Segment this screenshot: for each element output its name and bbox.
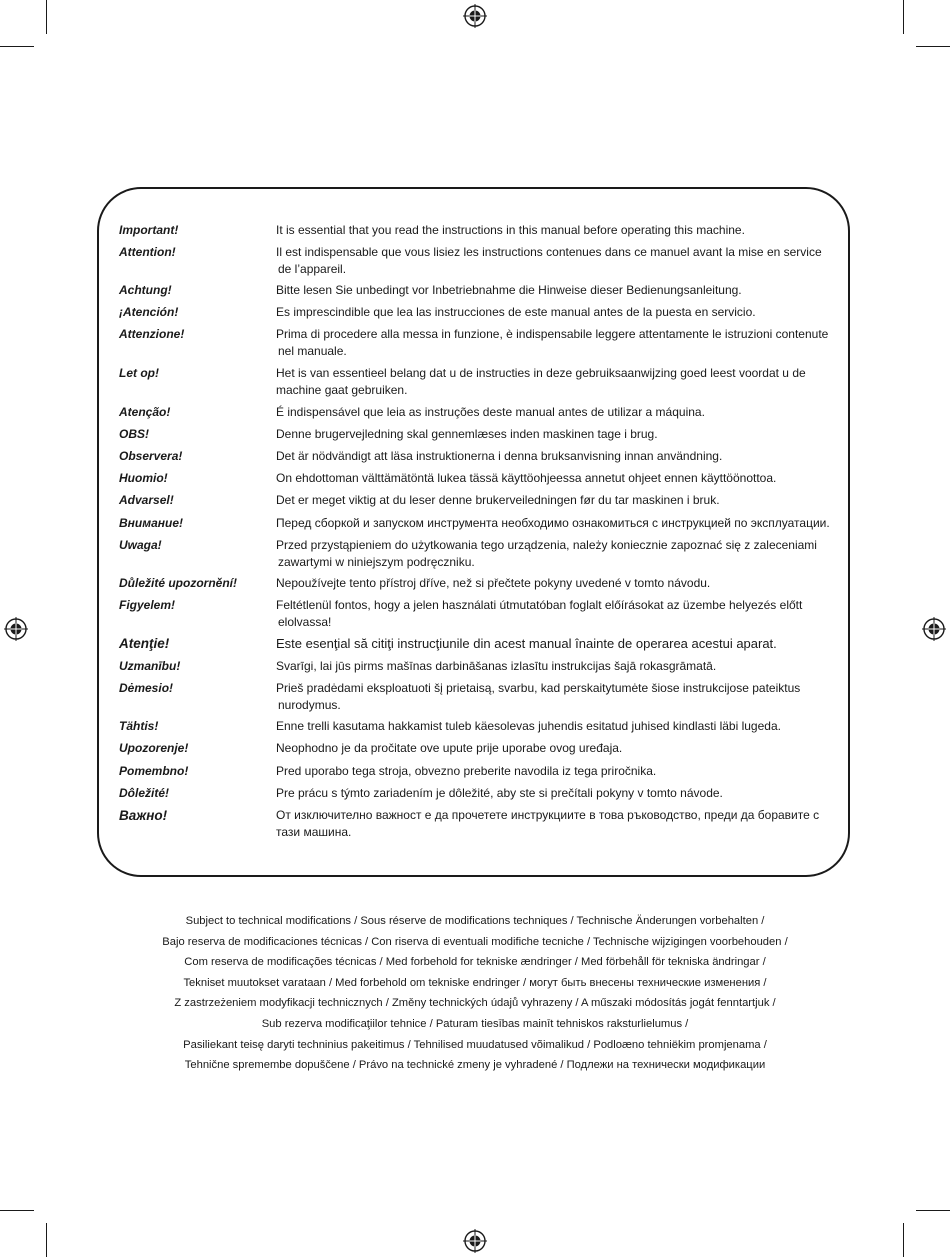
warning-text: It is essential that you read the instructions in this manual before operating this machine. xyxy=(276,223,745,237)
warning-text: Przed przystąpieniem do użytkowania tego urządzenia, należy koniecznie zapoznać się z zaleceniami zawartymi w niniejszym podręczniku. xyxy=(276,538,817,569)
warning-term: Figyelem! xyxy=(119,598,176,612)
warning-term: Важно! xyxy=(119,808,168,823)
warning-text: Het is van essentieel belang dat u de instructies in deze gebruiksaanwijzing goed leest voordat u de machine gaat gebruiken. xyxy=(276,366,806,397)
warning-term: Attenzione! xyxy=(119,327,185,341)
warning-term: Advarsel! xyxy=(119,493,174,507)
crop-mark-bottom-right-v xyxy=(903,1223,904,1257)
warning-term: Dėmesio! xyxy=(119,681,174,695)
safety-warning-box xyxy=(97,187,850,877)
warning-text: Перед сборкой и запуском инструмента необходимо ознакомиться с инструкцией по эксплуатации. xyxy=(276,516,830,530)
warning-text: От изключително важност е да прочетете инструкциите в това ръководство, преди да боравите с тази машина. xyxy=(276,808,820,839)
warning-term: Let op! xyxy=(119,366,159,380)
warning-term: Uwaga! xyxy=(119,538,162,552)
warning-text: É indispensável que leia as instruções deste manual antes de utilizar a máquina. xyxy=(276,405,705,419)
warning-text: Prieš pradėdami eksploatuoti šį prietaisą, svarbu, kad perskaitytumėte šiose instrukcijose pateiktus nurodymus. xyxy=(276,681,801,712)
warning-term: Pomembno! xyxy=(119,764,189,778)
registration-mark-icon xyxy=(463,4,487,28)
crop-mark-top-right-h xyxy=(916,46,950,47)
warning-text: Denne brugervejledning skal gennemlæses inden maskinen tage i brug. xyxy=(276,427,658,441)
footer-line: Tekniset muutokset varataan / Med forbehold om tekniske endringer / могут быть внесены технические изменения / xyxy=(183,976,767,989)
crop-mark-top-right-v xyxy=(903,0,904,34)
warning-term: OBS! xyxy=(119,427,149,441)
warning-term: Důležité upozornění! xyxy=(119,576,237,590)
registration-mark-icon xyxy=(922,617,946,641)
warning-term: Atenţie! xyxy=(119,636,170,651)
warning-text: Det är nödvändigt att läsa instruktionerna i denna bruksanvisning innan användning. xyxy=(276,449,723,463)
warning-text: Feltétlenül fontos, hogy a jelen használati útmutatóban foglalt előírásokat az üzembe helyezés előtt elolvassa! xyxy=(276,598,803,629)
technical-modifications-notice xyxy=(0,911,950,1076)
registration-mark-icon xyxy=(463,1229,487,1253)
crop-mark-bottom-left-h xyxy=(0,1210,34,1211)
warning-term: Huomio! xyxy=(119,471,168,485)
warning-term: Important! xyxy=(119,223,179,237)
warning-text: Pre prácu s týmto zariadením je dôležité, aby ste si prečítali pokyny v tomto návode. xyxy=(276,786,723,800)
footer-line: Tehnične spremembe dopuščene / Právo na technické zmeny je vyhradené / Подлежи на технически модификации xyxy=(184,1059,766,1072)
footer-line: Pasiliekant teisę daryti techninius pakeitimus / Tehnilised muudatused võimalikud / Podloæno tehniëkim promjenama / xyxy=(183,1038,767,1051)
warning-term: Внимание! xyxy=(119,516,184,530)
footer-line: Bajo reserva de modificaciones técnicas / Con riserva di eventuali modifiche tecniche / Technische wijzigingen voorbehouden / xyxy=(162,935,788,948)
footer-line: Subject to technical modifications / Sous réserve de modifications techniques / Technische Änderungen vorbehalten / xyxy=(185,915,765,927)
crop-mark-bottom-left-v xyxy=(46,1223,47,1257)
warning-text: Pred uporabo tega stroja, obvezno preberite navodila iz tega priročnika. xyxy=(276,764,657,778)
warning-term: Dôležité! xyxy=(119,786,170,800)
footer-line: Sub rezerva modificaţiilor tehnice / Paturam tiesības mainīt tehniskos raksturlielumus / xyxy=(261,1017,689,1030)
warning-text: Det er meget viktig at du leser denne brukerveiledningen før du tar maskinen i bruk. xyxy=(276,493,720,507)
warning-text: Este esenţial să citiţi instrucţiunile din acest manual înainte de operarea acestui aparat. xyxy=(276,636,777,651)
registration-mark-icon xyxy=(4,617,28,641)
warning-term: ¡Atención! xyxy=(119,305,179,319)
crop-mark-top-left-v xyxy=(46,0,47,34)
warning-text: Nepoužívejte tento přístroj dříve, než si přečtete pokyny uvedené v tomto návodu. xyxy=(276,576,711,590)
footer-line: Z zastrzeżeniem modyfikacji technicznych / Změny technických údajů vyhrazeny / A műszaki módosítás jogát fenntartjuk / xyxy=(174,997,776,1010)
warning-term: Tähtis! xyxy=(119,719,159,733)
warning-text: Prima di procedere alla messa in funzione, è indispensabile leggere attentamente le istruzioni contenute nel manuale. xyxy=(276,327,829,358)
footer-line: Com reserva de modificações técnicas / Med forbehold for tekniske ændringer / Med förbehåll för tekniska ändringar / xyxy=(184,956,766,969)
warning-text: Svarīgi, lai jūs pirms mašīnas darbināšanas izlasītu instrukcijas šajā rokasgrāmatā. xyxy=(276,659,717,673)
crop-mark-top-left-h xyxy=(0,46,34,47)
crop-mark-bottom-right-h xyxy=(916,1210,950,1211)
warning-term: Achtung! xyxy=(119,283,172,297)
warning-term: Uzmanību! xyxy=(119,659,181,673)
warning-term: Observera! xyxy=(119,449,183,463)
warning-text: On ehdottoman välttämätöntä lukea tässä käyttöohjeessa annetut ohjeet ennen käyttöönottoa. xyxy=(276,471,777,485)
warning-text: Neophodno je da pročitate ove upute prije uporabe ovog uređaja. xyxy=(276,741,623,755)
warning-text: Il est indispensable que vous lisiez les instructions contenues dans ce manuel avant la mise en service de l’appareil. xyxy=(276,245,822,276)
warning-term: Atenção! xyxy=(119,405,171,419)
warning-term: Upozorenje! xyxy=(119,741,189,755)
warning-text: Es imprescindible que lea las instrucciones de este manual antes de la puesta en servicio. xyxy=(276,305,756,319)
warning-text: Enne trelli kasutama hakkamist tuleb käesolevas juhendis esitatud juhised kindlasti läbi lugeda. xyxy=(276,719,781,733)
warning-text: Bitte lesen Sie unbedingt vor Inbetriebnahme die Hinweise dieser Bedienungsanleitung. xyxy=(276,283,742,297)
warning-term: Attention! xyxy=(119,245,176,259)
